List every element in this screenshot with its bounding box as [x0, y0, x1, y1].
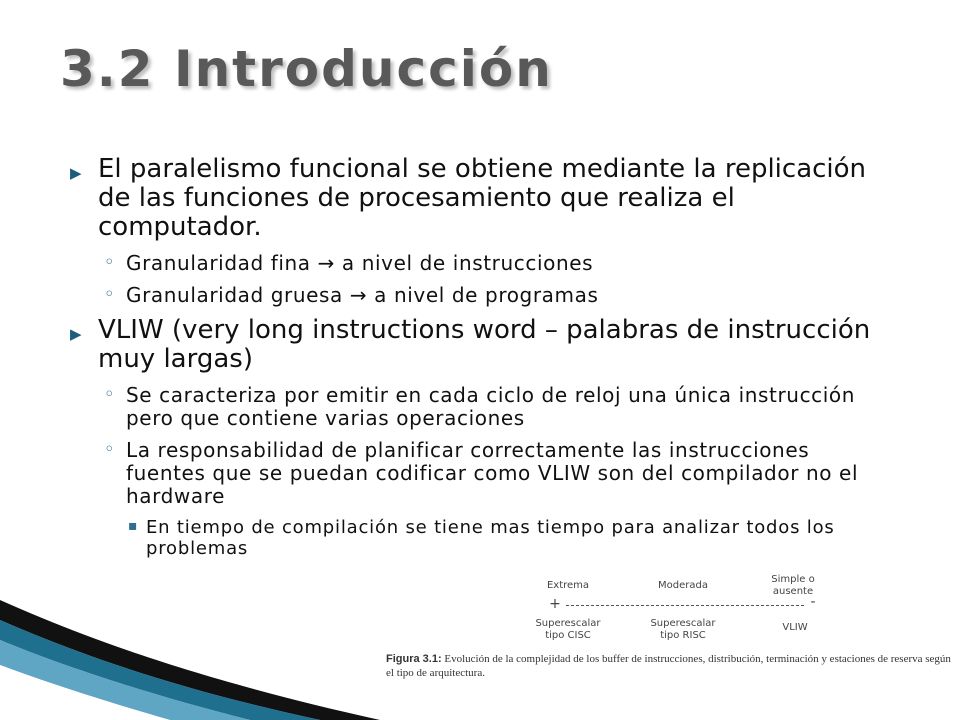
figure-label-vliw: VLIW — [782, 622, 808, 633]
bullet-2-subsub-1-text: En tiempo de compilación se tiene mas tiempo para analizar todos los problemas — [146, 517, 835, 559]
figure-label-risc: Superescalar tipo RISC — [650, 618, 716, 641]
figure-caption — [386, 652, 958, 680]
figure-label-moderada: Moderada — [658, 580, 708, 591]
circle-bullet-icon: ◦ — [104, 384, 116, 405]
bullet-1-sub-2-text: Granularidad gruesa → a nivel de programas — [126, 283, 599, 307]
triangle-bullet-icon: ▶ — [70, 164, 82, 182]
square-bullet-icon: ▪ — [128, 518, 139, 534]
figure-label-simple: Simple o ausente — [771, 574, 815, 597]
bullet-2-sub-1 — [70, 384, 890, 430]
architecture-figure — [378, 560, 960, 720]
bullet-1-text: El paralelismo funcional se obtiene mediante la replicación de las funciones de procesamiento que realiza el computador. — [98, 154, 867, 242]
figure-label-extrema: Extrema — [546, 580, 590, 591]
bullet-1-sub-2 — [70, 284, 890, 307]
figure-plus-sign: + — [549, 596, 561, 612]
decorative-swoosh — [0, 580, 380, 720]
bullet-2-subsub-1 — [70, 517, 890, 559]
figure-arrow-line — [566, 605, 804, 606]
figure-caption-text: Evolución de la complejidad de los buffer de instrucciones, distribución, terminación y estaciones de reserva según el tipo de arquitectura. — [386, 653, 951, 679]
bullet-1 — [70, 155, 890, 242]
bullet-2-sub-1-text: Se caracteriza por emitir en cada ciclo de reloj una única instrucción pero que contiene varias operaciones — [126, 383, 856, 430]
slide-title: 3.2 Introducción — [60, 40, 553, 98]
bullet-2-sub-2-text: La responsabilidad de planificar correctamente las instrucciones fuentes que se puedan codificar como VLIW son del compilador no el hardware — [126, 438, 859, 508]
circle-bullet-icon: ◦ — [104, 439, 116, 460]
figure-label-cisc: Superescalar tipo CISC — [535, 618, 601, 641]
figure-caption-label: Figura 3.1: — [386, 653, 442, 665]
bullet-2 — [70, 316, 890, 374]
bullet-2-text: VLIW (very long instructions word – palabras de instrucción muy largas) — [98, 315, 871, 374]
triangle-bullet-icon: ▶ — [70, 325, 82, 343]
figure-minus-sign: - — [810, 594, 816, 610]
bullet-1-sub-1 — [70, 252, 890, 275]
slide-content — [70, 155, 890, 567]
bullet-1-sub-1-text: Granularidad fina → a nivel de instrucciones — [126, 251, 594, 275]
bullet-2-sub-2 — [70, 439, 890, 508]
circle-bullet-icon: ◦ — [104, 284, 116, 305]
circle-bullet-icon: ◦ — [104, 252, 116, 273]
